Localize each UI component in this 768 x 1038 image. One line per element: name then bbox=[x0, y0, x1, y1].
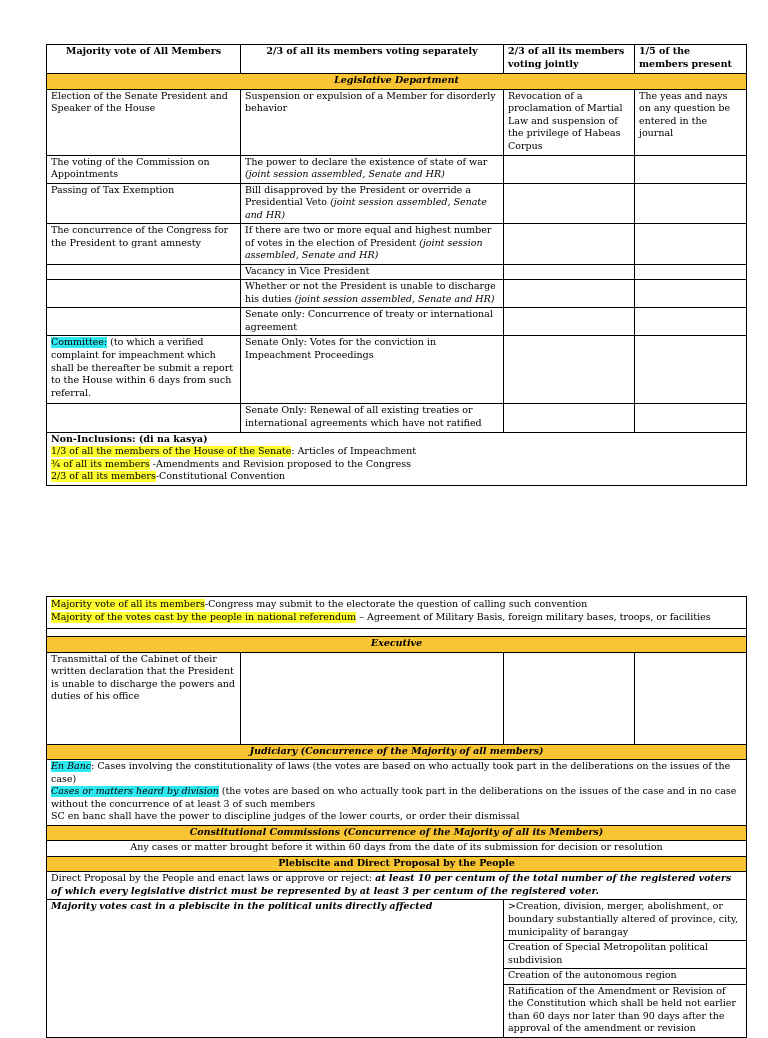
spacer-row bbox=[47, 629, 747, 637]
table-row bbox=[47, 652, 747, 744]
judiciary-cell bbox=[47, 760, 747, 826]
item-text: -Amendments and Revision proposed to the Congress bbox=[149, 458, 411, 470]
cell-empty bbox=[635, 404, 747, 432]
band-row bbox=[47, 825, 747, 841]
non-inclusion-item bbox=[51, 471, 742, 484]
highlight: 1/3 of all the members of the House of the Senate bbox=[51, 446, 292, 458]
table-row bbox=[47, 224, 747, 265]
cell-empty bbox=[635, 183, 747, 224]
table-row bbox=[47, 872, 747, 900]
table-row bbox=[47, 155, 747, 183]
cell bbox=[47, 336, 241, 404]
cell bbox=[241, 183, 504, 224]
header-one-fifth-present: 1/5 of the members present bbox=[635, 45, 747, 74]
highlight: En Banc bbox=[51, 761, 92, 773]
cell-empty bbox=[635, 308, 747, 336]
table-row bbox=[47, 900, 747, 941]
non-inclusions-title: Non-Inclusions: (di na kasya) bbox=[51, 433, 208, 445]
band-row bbox=[47, 637, 747, 653]
voting-requirements-table-others bbox=[46, 596, 747, 1038]
band-row bbox=[47, 856, 747, 872]
cell-empty bbox=[241, 652, 504, 744]
plebiscite-item: Creation of Special Metropolitan political subdivision bbox=[504, 941, 747, 969]
line: SC en banc shall have the power to discipline judges of the lower courts, or order their dismissal bbox=[51, 811, 520, 823]
executive-band: Executive bbox=[47, 637, 747, 653]
header-row bbox=[47, 45, 747, 74]
cell-empty bbox=[504, 224, 635, 265]
cell-empty bbox=[504, 264, 635, 280]
cell: Senate only: Concurrence of treaty or international agreement bbox=[241, 308, 504, 336]
line bbox=[51, 761, 742, 786]
cell: Any cases or matter brought before it within 60 days from the date of its submission for decision or resolution bbox=[47, 841, 747, 857]
cell: Senate Only: Renewal of all existing treaties or international agreements which have not ratified bbox=[241, 404, 504, 432]
cell-note: (joint session assembled, Senate and HR) bbox=[245, 237, 483, 262]
cell-empty bbox=[635, 652, 747, 744]
cell-empty bbox=[635, 155, 747, 183]
cell-empty bbox=[635, 336, 747, 404]
non-inclusions-cell bbox=[47, 432, 747, 485]
highlight: ¾ of all its members bbox=[51, 458, 150, 470]
cell-note: (joint session assembled, Senate and HR) bbox=[245, 169, 445, 181]
table-row bbox=[47, 183, 747, 224]
table-row bbox=[47, 264, 747, 280]
plebiscite-band: Plebiscite and Direct Proposal by the People bbox=[47, 856, 747, 872]
cell-main: Bill disapproved by the President or override a Presidential Veto bbox=[245, 184, 471, 209]
table-row bbox=[47, 308, 747, 336]
line-text: -Congress may submit to the electorate the question of calling such convention bbox=[204, 599, 588, 610]
header-two-thirds-separately: 2/3 of all its members voting separately bbox=[241, 45, 504, 74]
cell-empty bbox=[504, 183, 635, 224]
voting-requirements-table-legislative bbox=[46, 44, 747, 486]
cell bbox=[241, 224, 504, 265]
cell: Majority votes cast in a plebiscite in the political units directly affected bbox=[47, 900, 504, 1037]
cell-empty bbox=[504, 155, 635, 183]
cell-rest: (to which a verified complaint for impeachment which shall be thereafter be submit a report to the House within 6 days from such referral. bbox=[51, 337, 234, 399]
convention-cell bbox=[47, 597, 747, 629]
non-inclusion-item bbox=[51, 446, 742, 459]
cell-empty bbox=[635, 280, 747, 308]
cell-main: Whether or not the President is unable to discharge his duties bbox=[245, 281, 496, 305]
cell-main: If there are two or more equal and highest number of votes in the election of President bbox=[245, 225, 492, 249]
cell-empty bbox=[504, 652, 635, 744]
line bbox=[51, 612, 742, 625]
header-majority-all: Majority vote of All Members bbox=[47, 45, 241, 74]
cell bbox=[241, 155, 504, 183]
line-text: (the votes are based on who actually took part in the deliberations on the issues of the case and in no case without the concurrence of at least 3 of such members bbox=[51, 786, 737, 810]
cell-empty bbox=[47, 404, 241, 432]
cell: Senate Only: Votes for the conviction in Impeachment Proceedings bbox=[241, 336, 504, 404]
highlight: Majority of the votes cast by the people in national referendum bbox=[51, 611, 357, 623]
cell-empty bbox=[635, 264, 747, 280]
cell: The yeas and nays on any question be entered in the journal bbox=[635, 89, 747, 155]
item-text: -Constitutional Convention bbox=[155, 471, 286, 483]
cell-empty bbox=[504, 308, 635, 336]
line-text: : Cases involving the constitutionality of laws (the votes are based on who actually took part in the deliberations on the issues of the case) bbox=[51, 761, 731, 785]
plebiscite-item: >Creation, division, merger, abolishment, or boundary substantially altered of province, city, municipality of barangay bbox=[504, 900, 747, 941]
non-inclusion-item bbox=[51, 459, 742, 472]
item-text: : Articles of Impeachment bbox=[291, 446, 417, 458]
cell: Transmittal of the Cabinet of their written declaration that the President is unable to discharge the powers and duties of his office bbox=[47, 652, 241, 744]
cell: The concurrence of the Congress for the President to grant amnesty bbox=[47, 224, 241, 265]
cell-empty bbox=[504, 404, 635, 432]
plebiscite-item: Ratification of the Amendment or Revision of the Constitution which shall be held not earlier than 60 days nor later than 90 days after the approval of the amendment or revision bbox=[504, 984, 747, 1037]
direct-proposal-cell bbox=[47, 872, 747, 900]
highlight: Cases or matters heard by division bbox=[51, 786, 219, 798]
non-inclusions-row bbox=[47, 432, 747, 485]
line-bold: at least 10 per centum of the total number of the registered voters of which every legislative district must be represented by at least 3 per centum of the registered voter. bbox=[51, 873, 732, 897]
spacer-cell bbox=[47, 629, 747, 637]
cell-empty bbox=[47, 280, 241, 308]
plebiscite-item: Creation of the autonomous region bbox=[504, 969, 747, 985]
cell: Revocation of a proclamation of Martial Law and suspension of the privilege of Habeas Corpus bbox=[504, 89, 635, 155]
table-row bbox=[47, 760, 747, 826]
cell-empty bbox=[47, 264, 241, 280]
cell: Suspension or expulsion of a Member for disorderly behavior bbox=[241, 89, 504, 155]
table-row bbox=[47, 841, 747, 857]
line bbox=[51, 599, 742, 612]
cell-note: (joint session assembled, Senate and HR) bbox=[245, 197, 487, 221]
cell bbox=[241, 280, 504, 308]
highlight: Majority vote of all its members bbox=[51, 599, 205, 610]
table-row bbox=[47, 336, 747, 404]
line bbox=[51, 786, 742, 811]
table-row bbox=[47, 404, 747, 432]
line-text: Direct Proposal by the People and enact laws or approve or reject: bbox=[51, 873, 376, 885]
cell-empty bbox=[504, 336, 635, 404]
highlight: 2/3 of all its members bbox=[51, 471, 156, 483]
judiciary-band: Judiciary (Concurrence of the Majority of all members) bbox=[47, 744, 747, 760]
cell-main: The power to declare the existence of state of war bbox=[245, 156, 488, 168]
cell-note: (joint session assembled, Senate and HR) bbox=[294, 293, 495, 305]
band-row bbox=[47, 74, 747, 90]
table-row bbox=[47, 597, 747, 629]
cell-empty bbox=[47, 308, 241, 336]
committee-highlight: Committee: bbox=[51, 337, 108, 349]
legislative-band: Legislative Department bbox=[47, 74, 747, 90]
line-text: – Agreement of Military Basis, foreign military bases, troops, or facilities bbox=[356, 611, 711, 623]
cell: Vacancy in Vice President bbox=[241, 264, 504, 280]
cell: Passing of Tax Exemption bbox=[47, 183, 241, 224]
constitutional-commissions-band: Constitutional Commissions (Concurrence of the Majority of all its Members) bbox=[47, 825, 747, 841]
cell-empty bbox=[635, 224, 747, 265]
band-row bbox=[47, 744, 747, 760]
cell-empty bbox=[504, 280, 635, 308]
table-row bbox=[47, 280, 747, 308]
header-two-thirds-jointly: 2/3 of all its members voting jointly bbox=[504, 45, 635, 74]
table-row bbox=[47, 89, 747, 155]
cell: Election of the Senate President and Speaker of the House bbox=[47, 89, 241, 155]
cell: The voting of the Commission on Appointments bbox=[47, 155, 241, 183]
